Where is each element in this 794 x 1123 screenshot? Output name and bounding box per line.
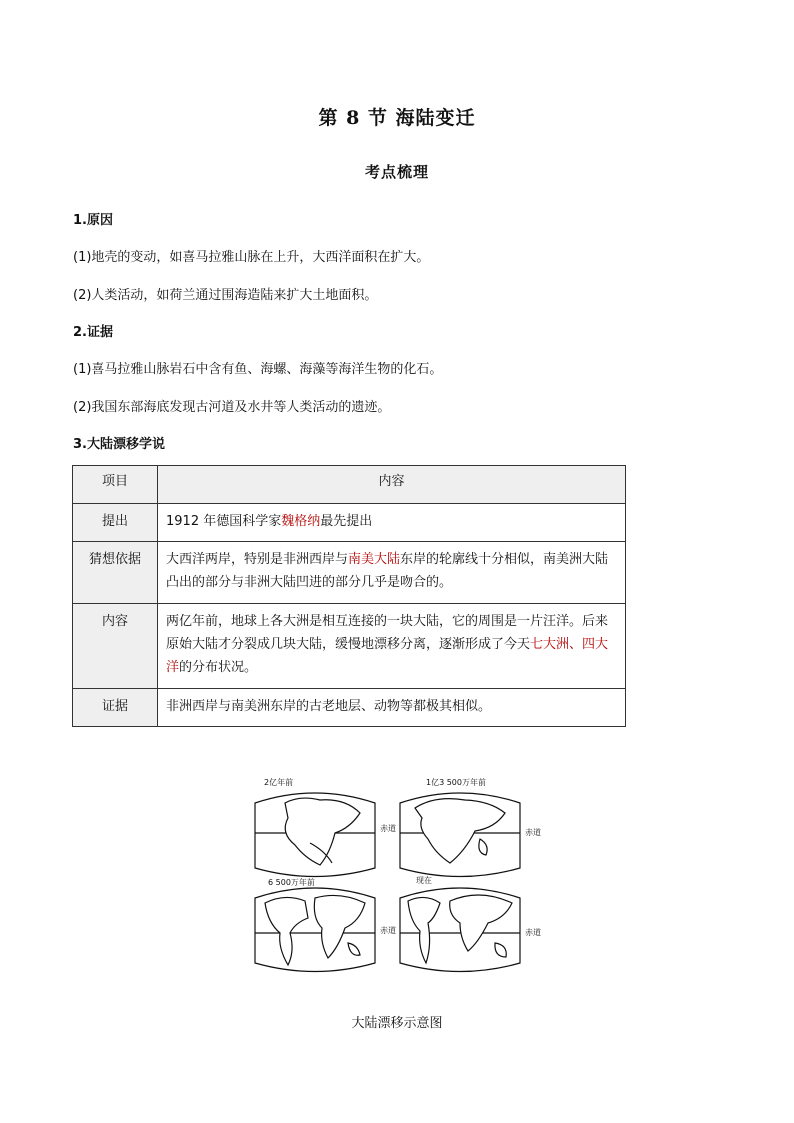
- evidence-item-1: (1)喜马拉雅山脉岩石中含有鱼、海螺、海藻等海洋生物的化石。: [73, 362, 443, 377]
- row-content: 非洲西岸与南美洲东岸的古老地层、动物等都极其相似。: [158, 689, 626, 727]
- heading-causes: 1.原因: [73, 213, 113, 228]
- text-segment: 的分布状况。: [179, 660, 258, 675]
- highlight-text: 魏格纳: [281, 514, 321, 529]
- equator-label: 赤道: [525, 828, 541, 837]
- panel-label: 2亿年前: [264, 778, 294, 787]
- equator-label: 赤道: [380, 824, 396, 833]
- section-heading: 考点梳理: [364, 163, 429, 181]
- highlight-text: 七大洲、四大洋: [166, 637, 609, 675]
- panel-label: 6 500万年前: [268, 878, 315, 887]
- figure-caption: 大陆漂移示意图: [351, 1016, 443, 1031]
- cause-item-1: (1)地壳的变动，如喜马拉雅山脉在上升，大西洋面积在扩大。: [73, 250, 430, 265]
- table-row: [73, 689, 626, 727]
- table-row: [73, 504, 626, 542]
- text-segment: 两亿年前，地球上各大洲是相互连接的一块大陆，它的周围是一片汪洋。后来原始大陆才分裂成几块大陆，缓慢地漂移分离，逐渐形成了今天: [166, 614, 609, 652]
- panel-label: 1亿3 500万年前: [426, 778, 486, 787]
- row-label: 猜想依据: [73, 542, 158, 604]
- heading-evidence: 2.证据: [73, 325, 113, 340]
- row-label: 证据: [73, 689, 158, 727]
- header-item: 项目: [73, 466, 158, 504]
- row-label: 提出: [73, 504, 158, 542]
- map-panel: [400, 875, 541, 972]
- row-content: [158, 604, 626, 689]
- row-content: [158, 504, 626, 542]
- table-row: [73, 604, 626, 689]
- highlight-text: 南美大陆: [348, 552, 401, 567]
- continental-drift-figure: [250, 773, 550, 973]
- map-panel: [400, 777, 541, 877]
- table-row: [73, 542, 626, 604]
- page-title: 第 8 节 海陆变迁: [318, 107, 476, 129]
- row-label: 内容: [73, 604, 158, 689]
- header-content: 内容: [158, 466, 626, 504]
- cause-item-2: (2)人类活动，如荷兰通过围海造陆来扩大土地面积。: [73, 288, 378, 303]
- text-segment: 最先提出: [320, 514, 373, 529]
- text-segment: 1912 年德国科学家: [166, 514, 282, 529]
- equator-label: 赤道: [380, 926, 396, 935]
- map-panel: [255, 877, 396, 972]
- panel-label: 现在: [416, 876, 432, 885]
- text-segment: 大西洋两岸，特别是非洲西岸与: [166, 552, 349, 567]
- heading-drift-theory: 3.大陆漂移学说: [73, 437, 165, 452]
- drift-theory-table: [72, 465, 626, 727]
- equator-label: 赤道: [525, 928, 541, 937]
- table-header-row: [73, 466, 626, 504]
- text-segment: 东岸的轮廓线十分相似，南美洲大陆凸出的部分与非洲大陆凹进的部分几乎是吻合的。: [166, 552, 609, 590]
- map-panel: [255, 777, 396, 877]
- row-content: [158, 542, 626, 604]
- evidence-item-2: (2)我国东部海底发现古河道及水井等人类活动的遗迹。: [73, 400, 391, 415]
